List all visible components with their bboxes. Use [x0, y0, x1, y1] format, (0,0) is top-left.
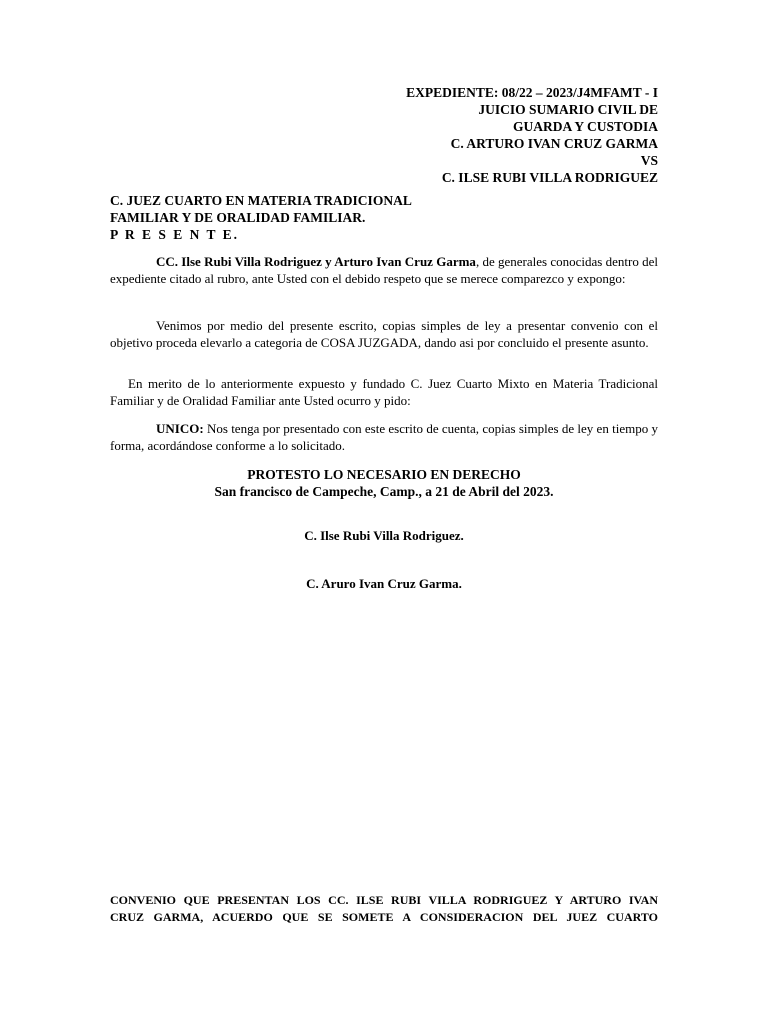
expediente-number: EXPEDIENTE: 08/22 – 2023/J4MFAMT - I [406, 85, 658, 100]
paragraph-unico [110, 421, 658, 454]
addressee-line1: C. JUEZ CUARTO EN MATERIA TRADICIONAL [110, 193, 412, 208]
juicio-type-line1: JUICIO SUMARIO CIVIL DE [478, 102, 658, 117]
protesto-line: PROTESTO LO NECESARIO EN DERECHO [247, 467, 521, 482]
convenio-line2: CRUZ GARMA, ACUERDO QUE SE SOMETE A CONSIDERACION DEL JUEZ CUARTO [110, 910, 658, 924]
place-date-line: San francisco de Campeche, Camp., a 21 de Abril del 2023. [214, 484, 554, 499]
paragraph-intro [110, 254, 658, 287]
party-defendant: C. ILSE RUBI VILLA RODRIGUEZ [441, 170, 658, 185]
juicio-type-line2: GUARDA Y CUSTODIA [512, 119, 658, 134]
addressee-presente: P R E S E N T E. [110, 227, 240, 242]
paragraph-purpose: Venimos por medio del presente escrito, copias simples de ley a presentar convenio con el objetivo proceda elevarlo a categoria de COSA JUZGADA, dando asi por concluido el presente asunto. [110, 318, 658, 350]
party-plaintiff: C. ARTURO IVAN CRUZ GARMA [450, 136, 658, 151]
signature-ilse: C. Ilse Rubi Villa Rodriguez. [304, 528, 464, 543]
paragraph-request: En merito de lo anteriormente expuesto y fundado C. Juez Cuarto Mixto en Materia Tradicional Familiar y de Oralidad Familiar ante Usted ocurro y pido: [110, 376, 658, 408]
unico-text: Nos tenga por presentado con este escrito de cuenta, copias simples de ley en tiempo y forma, acordándose conforme a lo solicitado. [110, 421, 658, 453]
closing-block [110, 466, 658, 500]
signature-arturo: C. Aruro Ivan Cruz Garma. [306, 576, 462, 591]
convenio-line1: CONVENIO QUE PRESENTAN LOS CC. ILSE RUBI VILLA RODRIGUEZ Y ARTURO IVAN [110, 893, 658, 907]
convenio-heading [110, 892, 658, 926]
case-header [406, 84, 658, 186]
addressee-line2: FAMILIAR Y DE ORALIDAD FAMILIAR. [110, 210, 366, 225]
parties-names: CC. Ilse Rubi Villa Rodriguez y Arturo Ivan Cruz Garma [156, 254, 476, 269]
unico-label: UNICO: [156, 421, 204, 436]
versus: VS [640, 153, 658, 168]
paragraph-intro-text: , de generales conocidas dentro del expediente citado al rubro, ante Usted con el debido respeto que se merece comparezco y expongo: [110, 254, 658, 286]
addressee-block [110, 192, 412, 243]
